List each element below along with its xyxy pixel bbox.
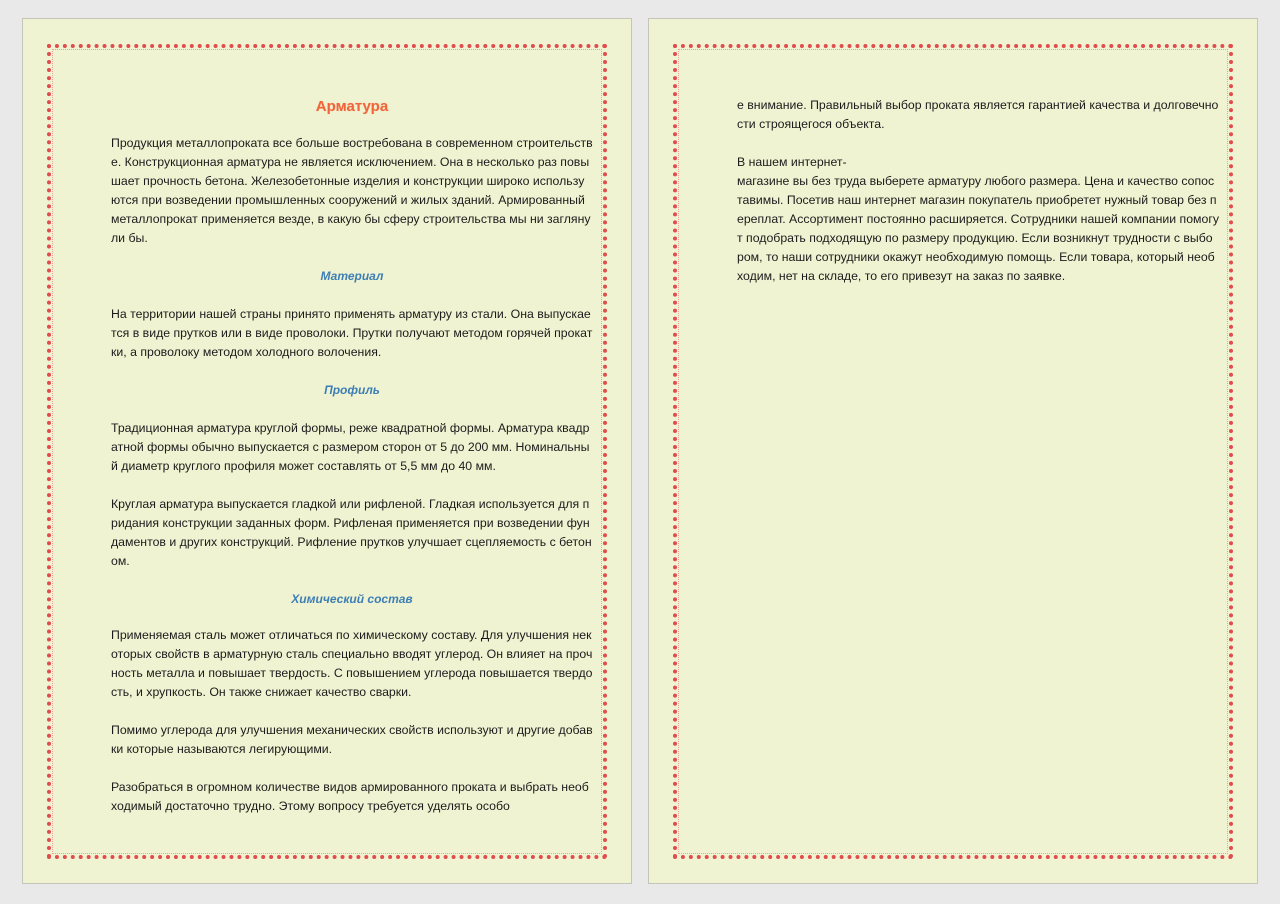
paragraph-round-rebar: Круглая арматура выпускается гладкой или рифленой. Гладкая используется для придания конструкции заданных форм. Рифленая применяется при возведении фундаментов и других конструкций. Рифление прутков улучшает сцепляемость с бетоном. (111, 497, 592, 568)
heading-material: Материал (320, 269, 384, 283)
paragraph-choice: Разобраться в огромном количестве видов армированного проката и выбрать необходимый достаточно трудно. Этому вопросу требуется уделять особо (111, 780, 589, 813)
page-1-content[interactable] (111, 97, 593, 835)
heading-chemical-composition: Химический состав (291, 592, 413, 606)
paragraph-alloying: Помимо углерода для улучшения механических свойств используют и другие добавки которые называются легирующими. (111, 723, 593, 756)
paragraph-shop-line-1: В нашем интернет- (737, 155, 847, 169)
paragraph-shop-body: магазине вы без труда выберете арматуру любого размера. Цена и качество сопоставимы. Посетив наш интернет магазин покупатель приобретет нужный товар без переплат. Ассортимент постоянно расширяется. Сотрудники нашей компании помогут подобрать подходящую по размеру продукцию. Если возникнут трудности с выбором, то наши сотрудники окажут необходимую помощь. Если товара, который необходим, нет на складе, то его привезут на заказ по заявке. (737, 174, 1219, 283)
paragraph-material: На территории нашей страны принято применять арматуру из стали. Она выпускается в виде прутков или в виде проволоки. Прутки получают методом горячей прокатки, а проволоку методом холодного волочения. (111, 307, 593, 359)
page-2-content[interactable] (737, 96, 1219, 286)
paragraph-profile: Традиционная арматура круглой формы, реже квадратной формы. Арматура квадратной формы обычно выпускается с размером сторон от 5 до 200 мм. Номинальный диаметр круглого профиля может составлять от 5,5 мм до 40 мм. (111, 421, 590, 473)
paragraph-shop (737, 153, 1219, 286)
paragraph-intro: Продукция металлопроката все больше востребована в современном строительстве. Конструкционная арматура не является исключением. Она в несколько раз повышает прочность бетона. Железобетонные изделия и конструкции широко используются при возведении промышленных сооружений и жилых зданий. Армированный металлопрокат применяется везде, в какую бы сферу строительства мы ни заглянули бы. (111, 136, 593, 245)
document-page-2 (648, 18, 1258, 884)
document-title: Арматура (315, 98, 389, 115)
paragraph-chemical: Применяемая сталь может отличаться по химическому составу. Для улучшения некоторых свойств в арматурную сталь специально вводят углерод. Он влияет на прочность металла и повышает твердость. С повышением углерода повышается твердость, и хрупкость. Он также снижает качество сварки. (111, 628, 593, 699)
paragraph-continuation: е внимание. Правильный выбор проката является гарантией качества и долговечности строящегося объекта. (737, 98, 1219, 131)
document-page-1 (22, 18, 632, 884)
heading-profile: Профиль (324, 383, 380, 397)
